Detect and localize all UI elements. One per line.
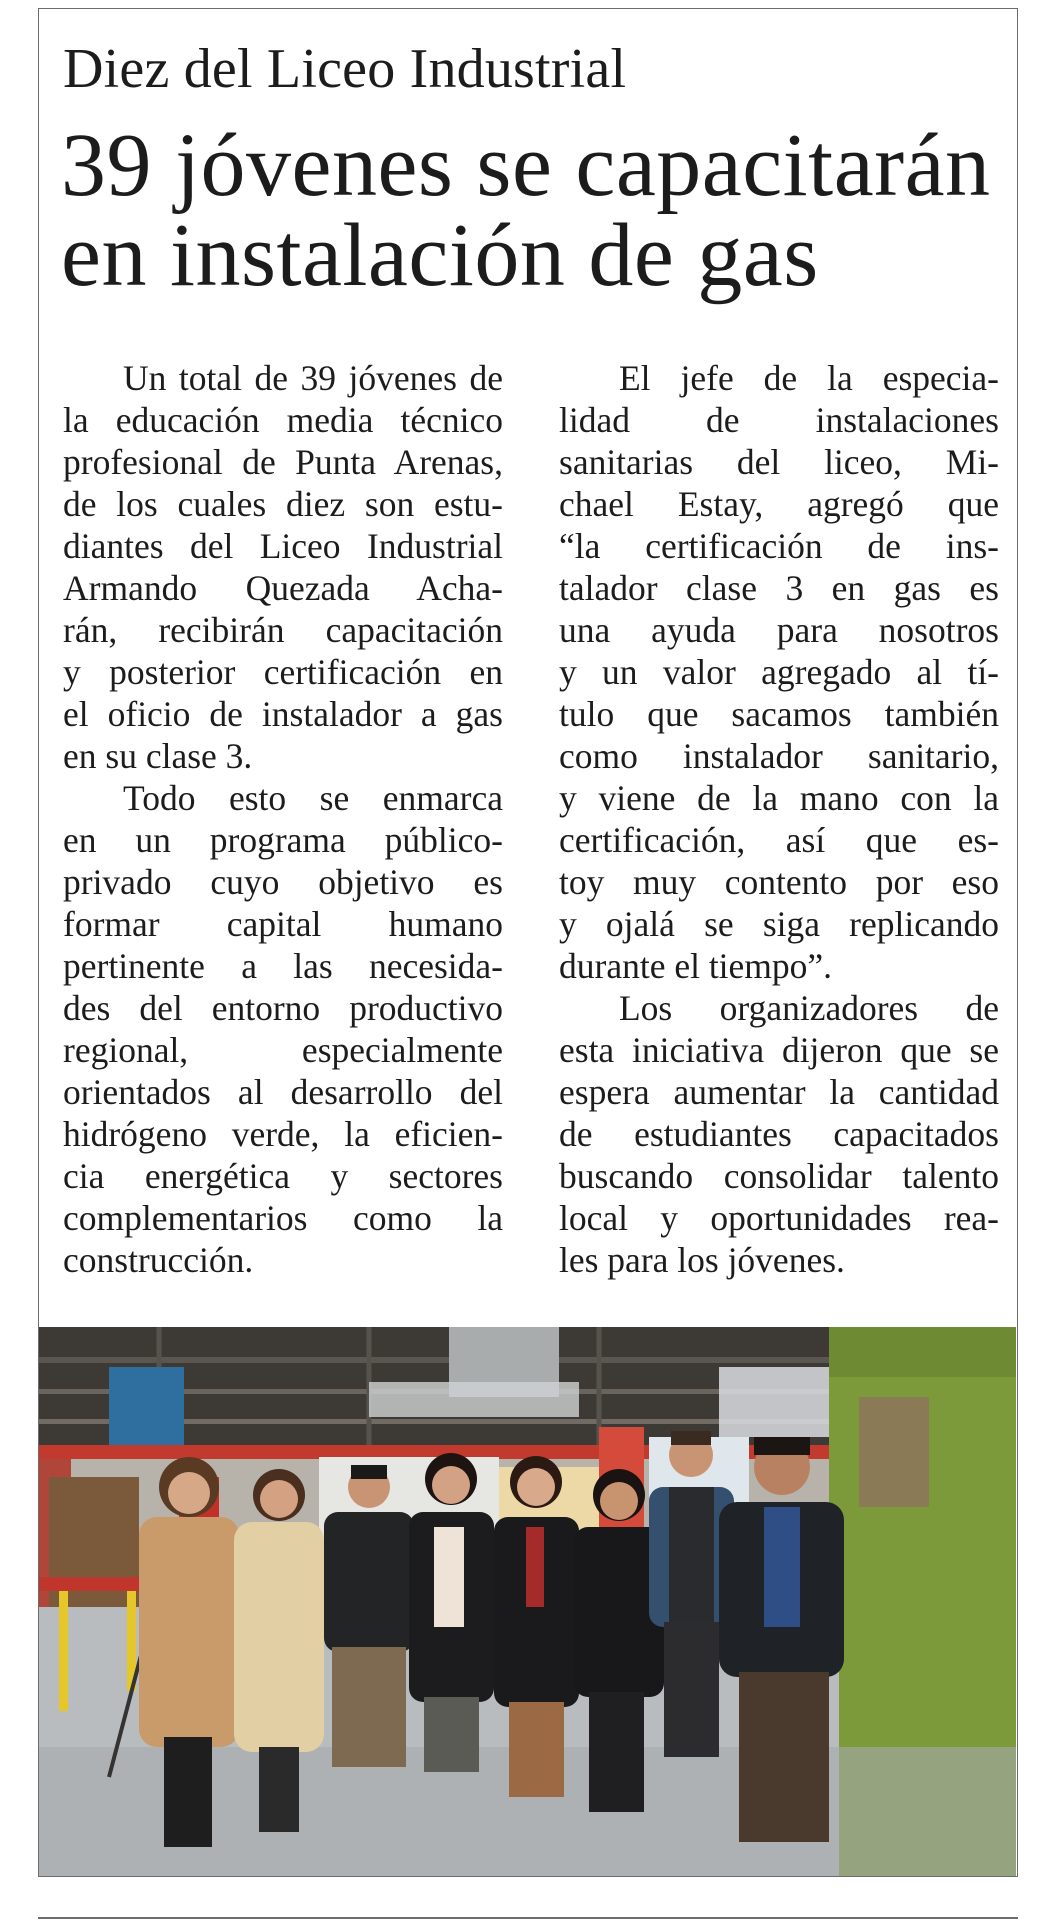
text-line: talador clase 3 en gas es — [559, 568, 999, 608]
headline-line: 39 jóvenes se capacitarán — [61, 116, 991, 215]
text-line: profesional de Punta Arenas, — [63, 442, 503, 482]
text-line: toy muy contento por eso — [559, 862, 999, 902]
text-line: tulo que sacamos también — [559, 694, 999, 734]
text-line: y ojalá se siga replicando — [559, 904, 999, 944]
paragraph-program — [63, 777, 503, 1281]
text-line: Todo esto se enmarca — [123, 778, 503, 818]
text-line: el oficio de instalador a gas — [63, 694, 503, 734]
text-line: certificación, así que es- — [559, 820, 999, 860]
text-line: complementarios como la — [63, 1198, 503, 1238]
text-line: chael Estay, agregó que — [559, 484, 999, 524]
text-line: Armando Quezada Acha- — [63, 568, 503, 608]
text-line: en un programa público- — [63, 820, 503, 860]
text-line: pertinente a las necesida- — [63, 946, 503, 986]
text-line: cia energética y sectores — [63, 1156, 503, 1196]
article-headline — [61, 116, 1001, 305]
text-line: privado cuyo objetivo es — [63, 862, 503, 902]
text-line: diantes del Liceo Industrial — [63, 526, 503, 566]
text-line: “la certificación de ins- — [559, 526, 999, 566]
group-photo — [39, 1327, 1016, 1876]
photo-blue-panel — [109, 1367, 184, 1452]
text-line: y un valor agregado al tí- — [559, 652, 999, 692]
text-line: durante el tiempo”. — [559, 946, 833, 986]
paragraph-quote — [559, 357, 999, 987]
bottom-rule — [38, 1917, 1018, 1919]
text-line: de los cuales diez son estu- — [63, 484, 503, 524]
text-line: una ayuda para nosotros — [559, 610, 999, 650]
text-line: espera aumentar la cantidad — [559, 1072, 999, 1112]
text-line: buscando consolidar talento — [559, 1156, 999, 1196]
text-line: en su clase 3. — [63, 736, 253, 776]
text-line: formar capital humano — [63, 904, 503, 944]
text-line: hidrógeno verde, la eficien- — [63, 1114, 503, 1154]
right-column — [559, 357, 999, 1281]
text-line: les para los jóvenes. — [559, 1240, 845, 1280]
text-line: lidad de instalaciones — [559, 400, 999, 440]
text-line: Un total de 39 jóvenes de — [123, 358, 503, 398]
text-line: esta iniciativa dijeron que se — [559, 1030, 999, 1070]
text-line: regional, especialmente — [63, 1030, 503, 1070]
text-line: des del entorno productivo — [63, 988, 503, 1028]
paragraph-organizers — [559, 987, 999, 1281]
left-column — [63, 357, 503, 1281]
text-line: El jefe de la especia- — [619, 358, 999, 398]
photo-door — [859, 1397, 929, 1507]
text-line: local y oportunidades rea- — [559, 1198, 999, 1238]
text-line: y posterior certificación en — [63, 652, 503, 692]
text-line: sanitarias del liceo, Mi- — [559, 442, 999, 482]
article-frame — [38, 8, 1018, 1877]
text-line: Los organizadores de — [619, 988, 999, 1028]
text-line: rán, recibirán capacitación — [63, 610, 503, 650]
article-kicker: Diez del Liceo Industrial — [63, 38, 627, 100]
text-line: orientados al desarrollo del — [63, 1072, 503, 1112]
paragraph-intro — [63, 357, 503, 777]
headline-line: en instalación de gas — [61, 206, 819, 305]
text-line: de estudiantes capacitados — [559, 1114, 999, 1154]
text-line: la educación media técnico — [63, 400, 503, 440]
text-line: construcción. — [63, 1240, 254, 1280]
text-line: y viene de la mano con la — [559, 778, 999, 818]
text-line: como instalador sanitario, — [559, 736, 999, 776]
